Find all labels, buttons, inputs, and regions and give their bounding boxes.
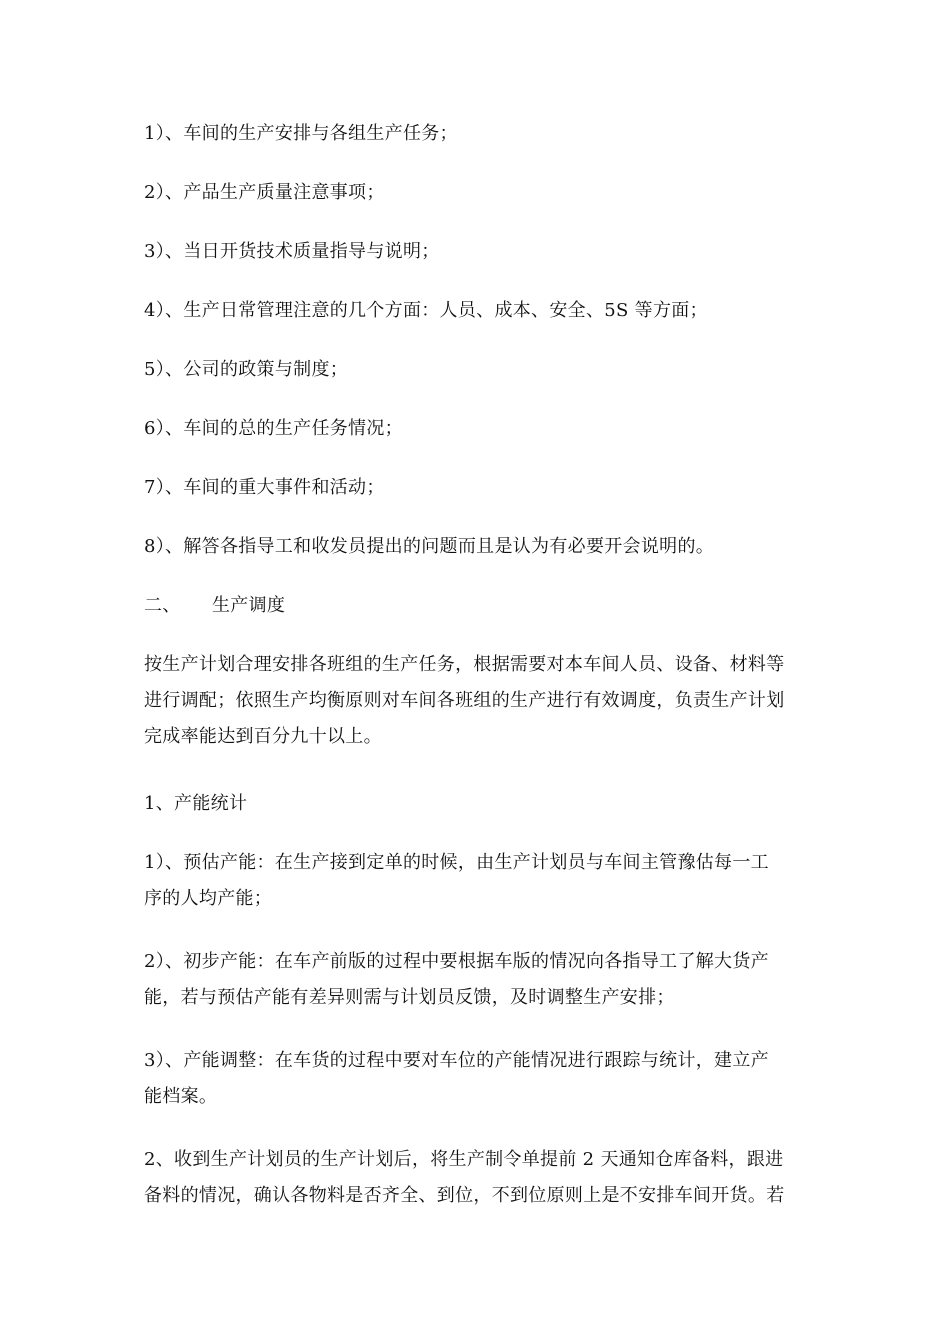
section-number: 二、	[144, 595, 181, 616]
section-heading	[144, 588, 808, 624]
list-item: 2）、初步产能：在车产前版的过程中要根据车版的情况向各指导工了解大货产 能，若与预估产能有差异则需与计划员反馈，及时调整生产安排；	[144, 951, 769, 1008]
list-item: 1）、车间的生产安排与各组生产任务；	[144, 123, 458, 144]
list-item: 3）、当日开货技术质量指导与说明；	[144, 241, 440, 262]
body-paragraph: 2、收到生产计划员的生产计划后，将生产制令单提前 2 天通知仓库备料，跟进 备料的情况，确认各物料是否齐全、到位，不到位原则上是不安排车间开货。若	[144, 1149, 785, 1206]
list-item: 7）、车间的重大事件和活动；	[144, 477, 385, 498]
body-paragraph: 按生产计划合理安排各班组的生产任务，根据需要对本车间人员、设备、材料等 进行调配；依照生产均衡原则对车间各班组的生产进行有效调度，负责生产计划 完成率能达到百分九十以上。	[144, 654, 785, 747]
list-item: 3）、产能调整：在车货的过程中要对车位的产能情况进行跟踪与统计，建立产 能档案。	[144, 1050, 769, 1107]
list-item: 8）、解答各指导工和收发员提出的问题而且是认为有必要开会说明的。	[144, 536, 715, 557]
list-item: 4）、生产日常管理注意的几个方面：人员、成本、安全、5S 等方面；	[144, 300, 708, 321]
list-item: 1）、预估产能：在生产接到定单的时候，由生产计划员与车间主管豫估每一工 序的人均产能；	[144, 852, 769, 909]
list-item: 2）、产品生产质量注意事项；	[144, 182, 385, 203]
document-page	[144, 0, 808, 1344]
list-item: 6）、车间的总的生产任务情况；	[144, 418, 403, 439]
list-item: 5）、公司的政策与制度；	[144, 359, 349, 380]
subsection-heading: 1、产能统计	[144, 793, 248, 814]
section-title: 生产调度	[212, 595, 286, 616]
